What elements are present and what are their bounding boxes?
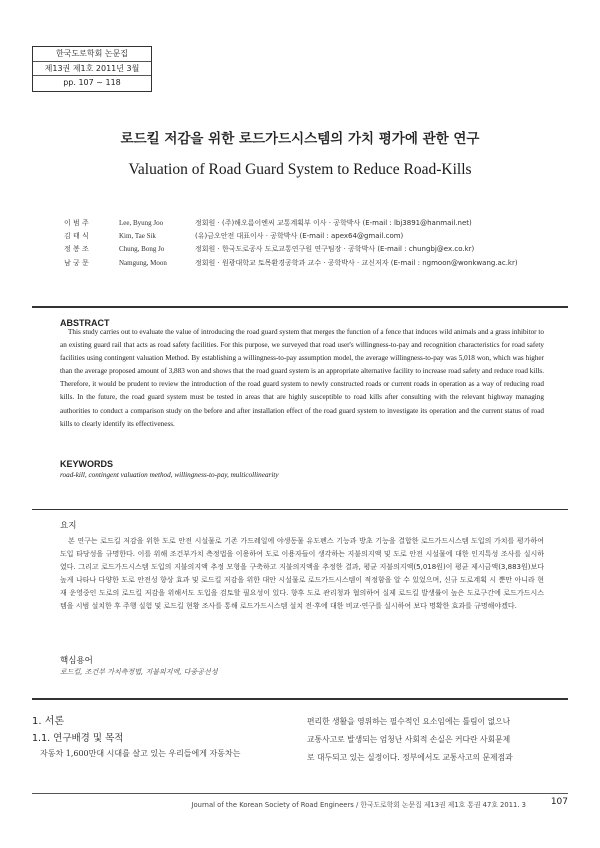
korean-keywords-heading: 핵심용어 — [60, 656, 93, 666]
body-text-line: 로 대두되고 있는 실정이다. 정부에서도 교통사고의 문제점과 — [307, 753, 513, 762]
author-list — [64, 217, 544, 270]
author-name-ko: 이 범 주 — [64, 219, 89, 227]
author-name-en: Namgung, Moon — [119, 258, 167, 267]
korean-abstract-text: 본 연구는 로드킬 저감을 위한 도로 안전 시설물로 기존 가드레일에 야생동물 유도펜스 기능과 방초 기능을 결합한 로드가드시스템 도입의 가치를 평가하여 도입 타당성을 규명한다. 이를 위해 조건부가치 측정법을 이용하여 도로 이용자들이 생각하는 지불의지액 및 도로 안전 시설물에 대한 인지특성 조사를 실시하였다. 그리고 로드가드시스템 도입의 지불의지액 추정 모형을 구축하고 지불의지액을 추정한 결과, 평균 지불의지액(5,018원)이 평균 제시금액(3,883원)보다 높게 나타나 다양한 도로 안전성 향상 효과 및 로드킬 저감을 위한 대안 시설물로 로드가드시스템이 적정함을 알 수 있었으며, 신규 도로계획 시 뿐만 아니라 현재 운영중인 도로의 로드킬 저감을 위해서도 도입을 검토할 필요성이 있다. 향후 도로 관리청과 협의하여 실제 로드킬 발생률이 높은 도로구간에 로드가드시스템을 시범 설치한 후 주행 실험 및 로드킬 현황 조사를 통해 로드가드시스템 설치 전·후에 대한 비교·연구를 실시하여 보다 명확한 효과를 규명해야겠다. — [60, 537, 544, 611]
body-text-line: 교통사고로 발생되는 엄청난 사회적 손실은 커다란 사회문제 — [307, 735, 511, 744]
korean-keywords-text: 로드킬, 조건부 가치측정법, 지불의지액, 다중공선성 — [60, 668, 218, 676]
author-affiliation: 정회원 · 원광대학교 토목환경공학과 교수 · 공학박사 · 교신저자 (E-mail : ngmoon@wonkwang.ac.kr) — [195, 258, 518, 267]
author-name-en: Kim, Tae Sik — [119, 232, 156, 241]
author-row — [64, 230, 544, 243]
author-affiliation: (유)금오안전 대표이사 · 공학박사 (E-mail : apex64@gmail.com) — [195, 232, 404, 241]
middle-rule-divider — [32, 509, 568, 510]
keywords-text: road-kill, contingent valuation method, willingness-to-pay, multicollinearity — [60, 471, 279, 479]
paper-title-korean: 로드킬 저감을 위한 로드가드시스템의 가치 평가에 관한 연구 — [120, 131, 480, 147]
footer-journal-citation: Journal of the Korean Society of Road Engineers / 한국도로학회 논문집 제13권 제1호 통권 47호 2011. 3 — [191, 801, 526, 809]
page-number: 107 — [550, 797, 568, 807]
subsection-heading: 1.1. 연구배경 및 목적 — [32, 733, 124, 744]
author-row — [64, 217, 544, 230]
keywords-heading: KEYWORDS — [60, 459, 114, 469]
journal-info-box — [32, 46, 152, 92]
korean-abstract-heading: 요지 — [60, 521, 77, 531]
author-affiliation: 정회원 · 한국도로공사 도로교통연구원 연구팀장 · 공학박사 (E-mail : chungbj@ex.co.kr) — [195, 245, 475, 254]
journal-pages: pp. 107 ~ 118 — [63, 78, 121, 87]
abstract-text: This study carries out to evaluate the value of introducing the road guard system that merges the function of a fence that induces wild animals and a grass inhibitor to an existing guard rail that acts as road safety facilities. For this purpose, we surveyed that road user's willingness-to-pay and recognition characteristics for road safety facilities using contingent valuation Method. By establishing a willingness-to-pay assumption model, the average willingness-to-pay was 5,018 won, which was higher than the average proposed amount of 3,883 won and shows that the road guard system is an appropriate alternative facility to increase road safety and reduce road kills. Therefore, it would be prudent to review the introduction of the road guard system to newly constructed roads or current roads in operation as a way of reducing road kills. In the future, the road guard system must be tested in areas that are highly susceptible to road kills after consulting with the relevant highway managing authorities to conduct a comparison study on the before and after installation effect of the road guard system to investigate its operation and the current status of road kills to clearly identify its effectiveness. — [60, 328, 544, 428]
journal-name: 한국도로학회 논문집 — [33, 47, 151, 62]
author-name-ko: 정 봉 조 — [64, 245, 89, 254]
bottom-rule-divider — [32, 698, 568, 700]
journal-issue: 제13권 제1호 2011년 3월 — [33, 62, 151, 77]
author-row — [64, 243, 544, 256]
paper-title-english: Valuation of Road Guard System to Reduce Road-Kills — [128, 161, 472, 178]
author-affiliation: 정회원 · (주)해오름이엔씨 교통계획부 이사 · 공학박사 (E-mail : lbj3891@hanmail.net) — [195, 219, 472, 227]
body-text-right-column — [307, 713, 567, 767]
author-name-ko: 남 궁 문 — [64, 258, 89, 267]
author-name-ko: 김 태 식 — [64, 232, 89, 241]
author-name-en: Chung, Bong Jo — [119, 245, 165, 254]
section-heading: 1. 서론 — [32, 716, 65, 727]
abstract-heading: ABSTRACT — [60, 318, 110, 328]
page-footer — [32, 793, 568, 809]
author-name-en: Lee, Byung Joo — [119, 219, 164, 227]
body-text-line: 편리한 생활을 영위하는 필수적인 요소임에는 틀림이 없으나 — [307, 717, 511, 726]
body-text-left-column: 자동차 1,600만대 시대를 살고 있는 우리들에게 자동차는 — [40, 749, 241, 758]
top-rule-divider — [32, 306, 568, 308]
author-row — [64, 257, 544, 270]
